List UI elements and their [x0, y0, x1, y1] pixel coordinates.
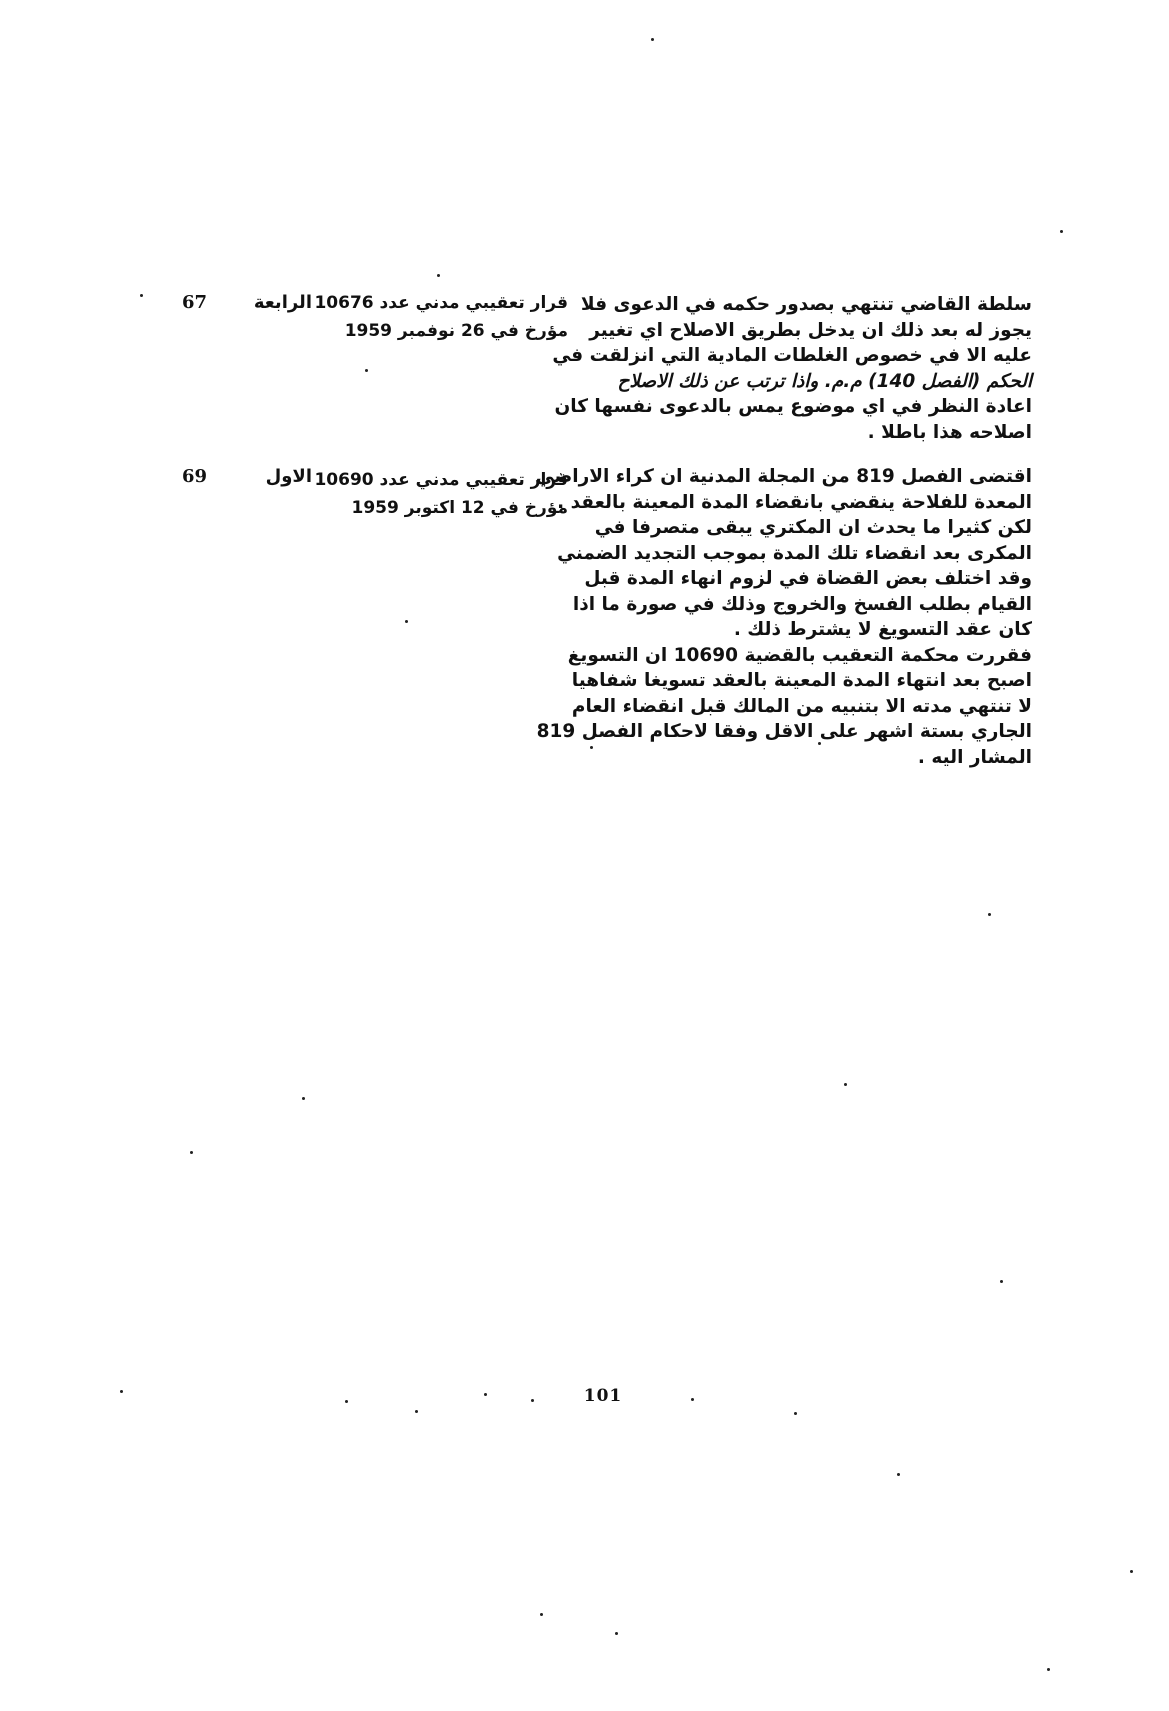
scan-speck	[844, 1083, 847, 1086]
scan-speck	[405, 620, 408, 623]
scan-speck	[988, 913, 991, 916]
scan-speck	[190, 1151, 193, 1154]
text-line: المشار اليه .	[917, 746, 1032, 768]
scan-speck	[1047, 1668, 1050, 1671]
ruling-reference-69	[314, 466, 568, 522]
text-line: يجوز له بعد ذلك ان يدخل بطريق الاصلاح اي تغيير	[589, 319, 1032, 341]
scan-speck	[897, 1473, 900, 1476]
scan-speck	[120, 1390, 123, 1393]
text-line: لكن كثيرا ما يحدث ان المكتري يبقى متصرفا في	[594, 517, 1032, 538]
scan-speck	[345, 1400, 348, 1403]
text-line: اصلاحه هذا باطلا .	[867, 421, 1032, 443]
scan-speck	[365, 369, 368, 372]
text-line: اصبح بعد انتهاء المدة المعينة بالعقد تسويغا شفاهيا	[571, 670, 1032, 691]
text-line: فقررت محكمة التعقيب بالقضية 10690 ان التسويغ	[567, 644, 1032, 666]
scan-speck	[484, 1393, 487, 1396]
scan-speck	[615, 1632, 618, 1635]
scan-speck	[540, 1613, 543, 1616]
text-line: الجاري بستة اشهر على الاقل وفقا لاحكام الفصل 819	[536, 721, 1032, 742]
reference-date-line: مؤرخ في 12 اكتوبر 1959	[351, 498, 568, 518]
text-line: كان عقد التسويغ لا يشترط ذلك .	[733, 619, 1032, 640]
text-line: اقتضى الفصل 819 من المجلة المدنية ان كراء الاراضي	[535, 466, 1032, 487]
text-line: المعدة للفلاحة ينقضي بانقضاء المدة المعينة بالعقد .	[557, 491, 1032, 513]
scan-speck	[1060, 230, 1063, 233]
ruling-summary-67	[552, 292, 1032, 445]
text-line: عليه الا في خصوص الغلطات المادية التي انزلقت في	[552, 345, 1032, 366]
entry-number-67: 67	[182, 292, 208, 313]
scan-speck	[651, 38, 654, 41]
chamber-label-69: الاول	[265, 466, 312, 487]
scan-speck	[818, 742, 821, 745]
text-line: القيام بطلب الفسخ والخروج وذلك في صورة ما اذا	[572, 593, 1032, 615]
chamber-label-67: الرابعة	[253, 292, 312, 313]
scan-speck	[437, 274, 440, 277]
scan-speck	[590, 746, 593, 749]
reference-line: قرار تعقيبي مدني عدد 10690	[314, 470, 568, 490]
scan-speck	[531, 1399, 534, 1402]
text-line: المكرى بعد انقضاء تلك المدة بموجب التجديد الضمني	[557, 542, 1032, 564]
reference-date-line: مؤرخ في 26 نوفمبر 1959	[344, 321, 568, 341]
scan-speck	[140, 294, 143, 297]
scan-speck	[302, 1097, 305, 1100]
ruling-summary-69	[535, 464, 1032, 770]
reference-line: قرار تعقيبي مدني عدد 10676	[314, 293, 568, 313]
scan-speck	[1130, 1570, 1133, 1573]
scan-speck	[1000, 1280, 1003, 1283]
text-line: وقد اختلف بعض القضاة في لزوم انهاء المدة قبل	[584, 568, 1032, 589]
entry-number-69: 69	[182, 466, 208, 487]
text-line: لا تنتهي مدته الا بتنبيه من المالك قبل انقضاء العام	[571, 695, 1032, 717]
ruling-reference-67	[314, 289, 568, 345]
text-line: سلطة القاضي تنتهي بصدور حكمه في الدعوى فلا	[580, 294, 1032, 315]
page-number: 101	[583, 1386, 623, 1406]
scan-speck	[691, 1398, 694, 1401]
scan-speck	[794, 1412, 797, 1415]
text-line: اعادة النظر في اي موضوع يمس بالدعوى نفسها كان	[554, 396, 1032, 417]
text-line: الحكم (الفصل 140) م.م. واذا ترتب عن ذلك الاصلاح	[617, 370, 1032, 392]
scan-speck	[415, 1410, 418, 1413]
